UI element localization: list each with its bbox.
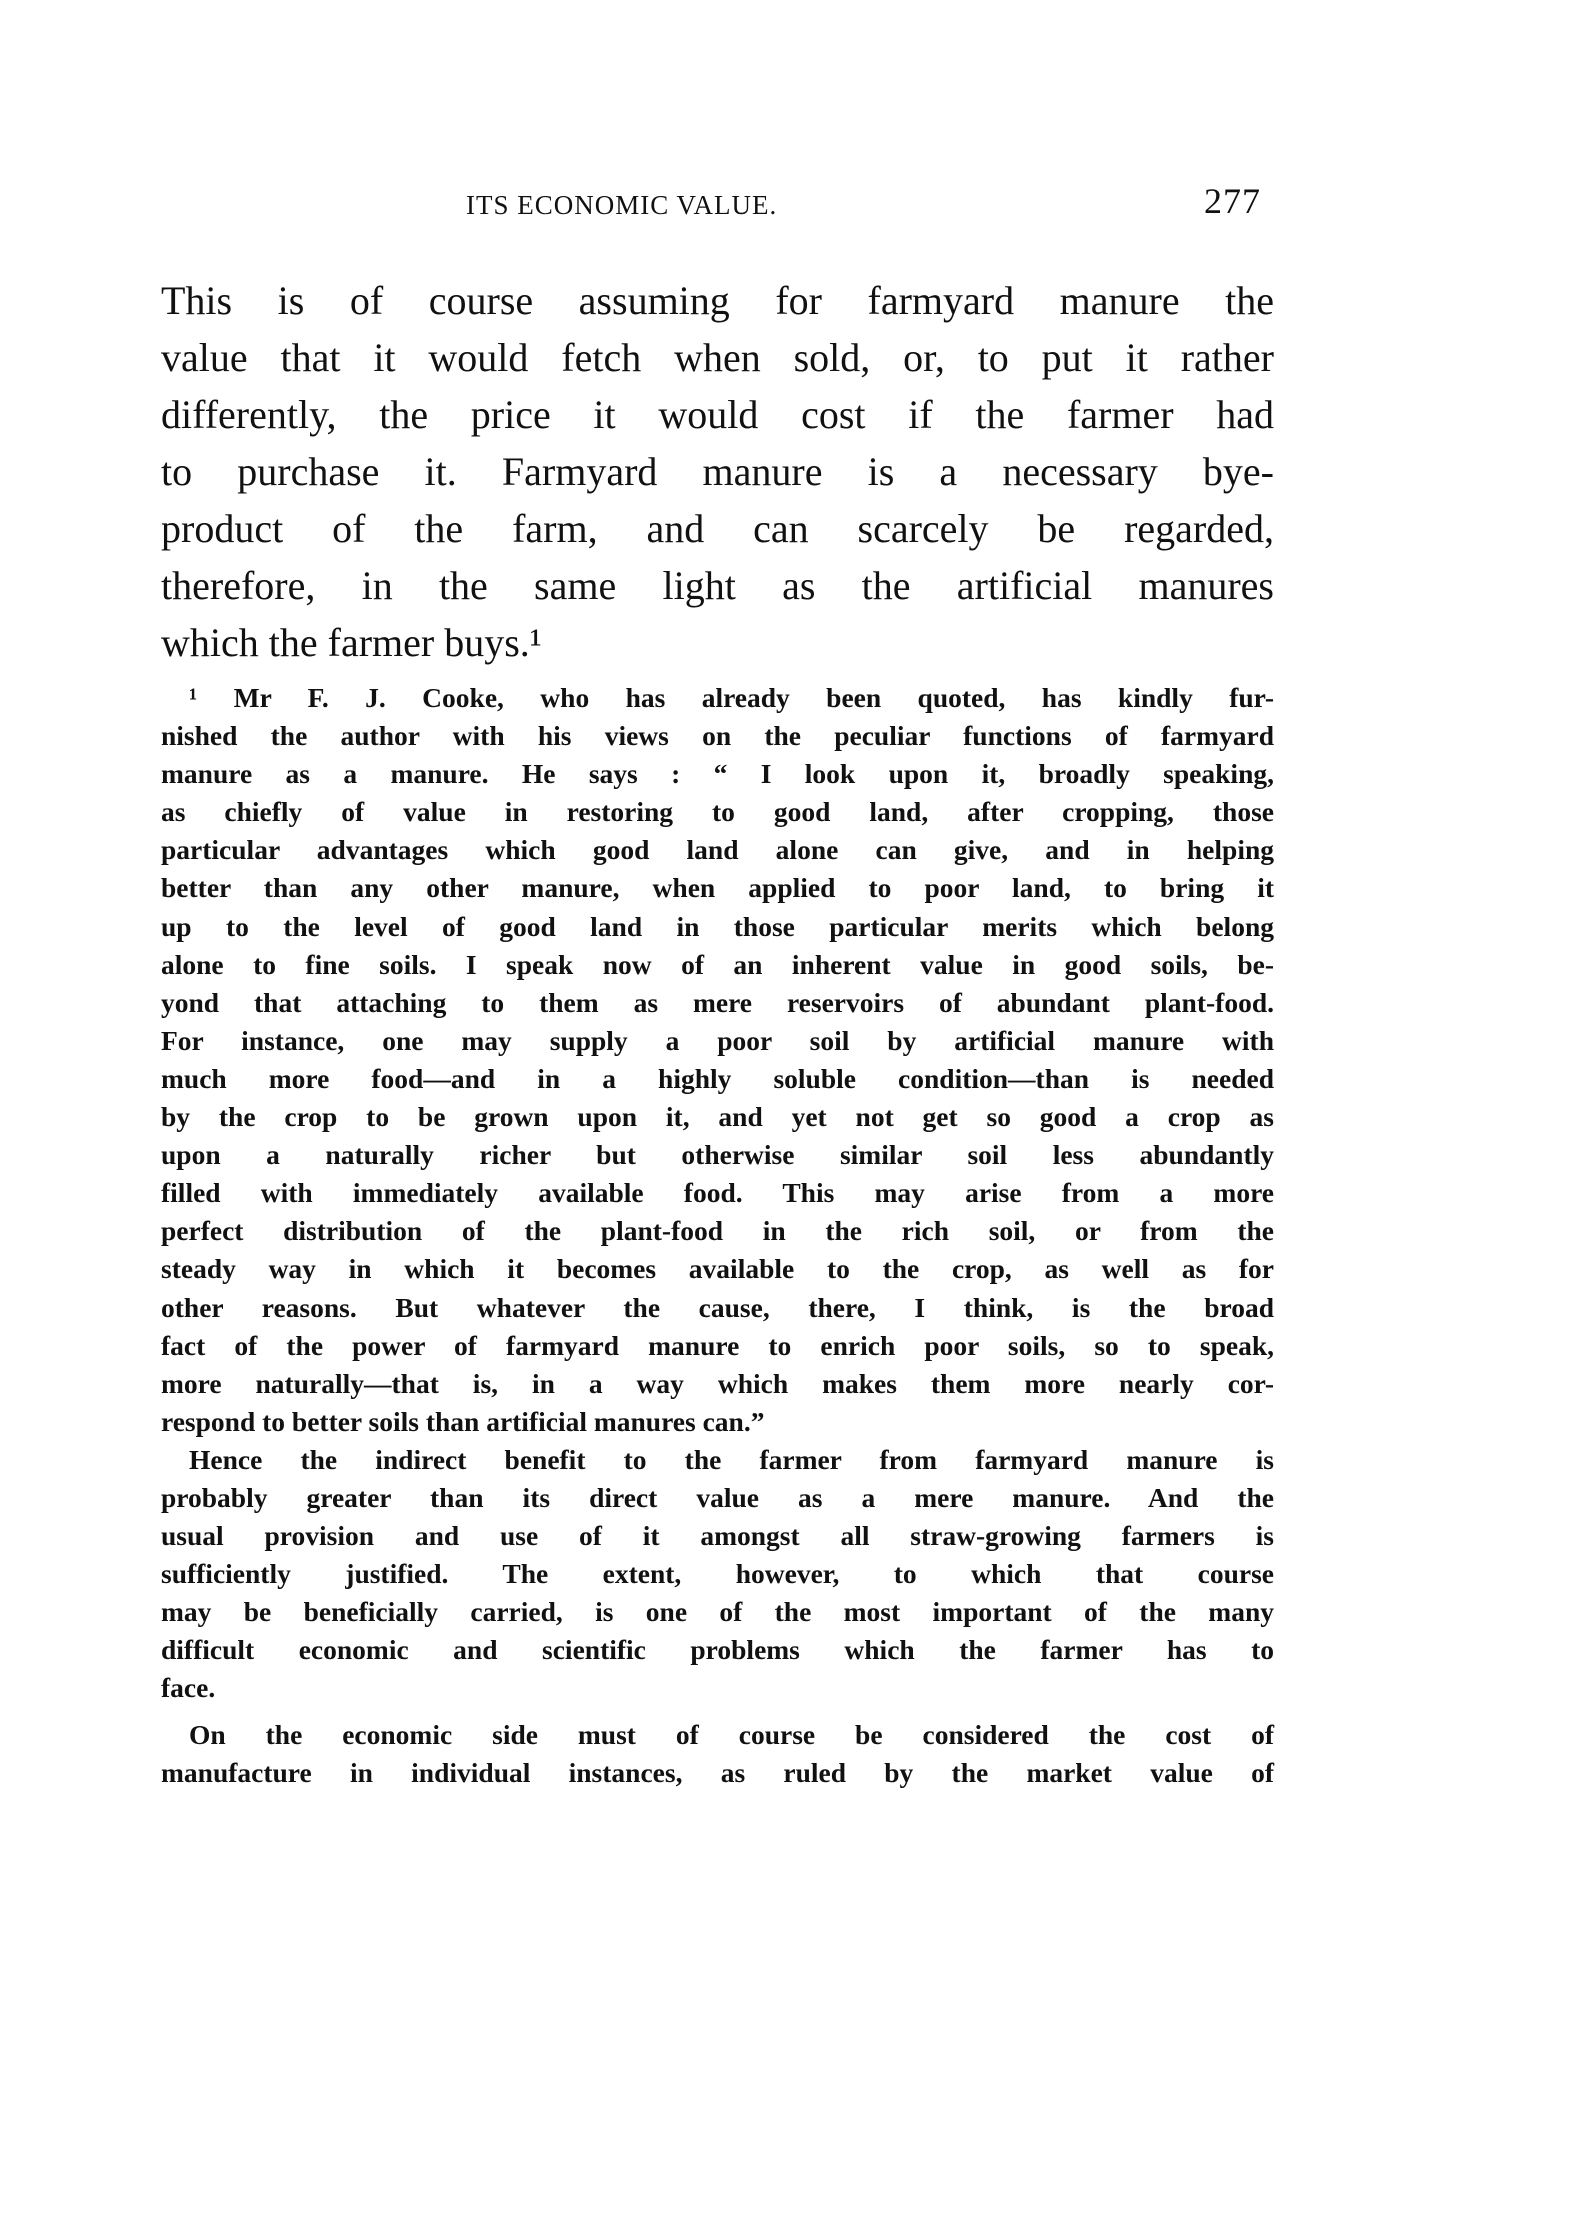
text-line: usual provision and use of it amongst all straw-growing farmers is: [161, 1520, 1274, 1552]
text-line: value that it would fetch when sold, or, to put it rather: [161, 335, 1274, 380]
text-line: fact of the power of farmyard manure to enrich poor soils, so to speak,: [161, 1329, 1274, 1361]
paragraph: [161, 679, 1274, 1441]
text-line: as chiefly of value in restoring to good land, after cropping, those: [161, 796, 1274, 828]
text-line: ¹ Mr F. J. Cooke, who has already been quoted, has kindly fur-: [189, 682, 1274, 713]
text-line: up to the level of good land in those particular merits which belong: [161, 910, 1274, 942]
text-line: nished the author with his views on the peculiar functions of farmyard: [161, 720, 1274, 752]
text-line: steady way in which it becomes available to the crop, as well as for: [161, 1253, 1274, 1285]
text-line: other reasons. But whatever the cause, there, I think, is the broad: [161, 1291, 1274, 1323]
text-line: face.: [161, 1672, 216, 1704]
text-line: This is of course assuming for farmyard manure the: [161, 278, 1274, 323]
text-line: upon a naturally richer but otherwise similar soil less abundantly: [161, 1139, 1274, 1171]
page-number: 277: [1204, 181, 1261, 221]
text-line: For instance, one may supply a poor soil by artificial manure with: [161, 1024, 1274, 1056]
text-line: sufficiently justified. The extent, however, to which that course: [161, 1558, 1274, 1590]
text-line: filled with immediately available food. This may arise from a more: [161, 1177, 1274, 1209]
text-line: Hence the indirect benefit to the farmer from farmyard manure is: [189, 1443, 1274, 1475]
main-text: [161, 272, 1274, 671]
text-line: respond to better soils than artificial manures can.”: [161, 1405, 765, 1437]
text-line: which the farmer buys.¹: [161, 620, 542, 665]
text-line: manufacture in individual instances, as ruled by the market value of: [161, 1756, 1274, 1788]
text-line: therefore, in the same light as the artificial manures: [161, 563, 1274, 608]
paragraph: [161, 1441, 1274, 1708]
text-line: perfect distribution of the plant-food in the rich soil, or from the: [161, 1215, 1274, 1247]
text-line: manure as a manure. He says : “ I look upon it, broadly speaking,: [161, 758, 1274, 790]
text-line: may be beneficially carried, is one of the most important of the many: [161, 1596, 1274, 1628]
paragraph: [161, 1716, 1274, 1792]
paragraph: [161, 272, 1274, 671]
text-line: probably greater than its direct value as a mere manure. And the: [161, 1481, 1274, 1513]
text-line: better than any other manure, when applied to poor land, to bring it: [161, 872, 1274, 904]
text-line: by the crop to be grown upon it, and yet not get so good a crop as: [161, 1101, 1274, 1133]
text-line: yond that attaching to them as mere reservoirs of abundant plant-food.: [161, 986, 1274, 1018]
text-line: alone to fine soils. I speak now of an inherent value in good soils, be-: [161, 948, 1274, 980]
text-line: difficult economic and scientific problems which the farmer has to: [161, 1634, 1274, 1666]
running-head: ITS ECONOMIC VALUE.: [466, 190, 778, 220]
text-line: much more food—and in a highly soluble condition—than is needed: [161, 1062, 1274, 1094]
footnote: [161, 679, 1274, 1792]
text-line: more naturally—that is, in a way which makes them more nearly cor-: [161, 1367, 1274, 1399]
text-line: On the economic side must of course be considered the cost of: [189, 1718, 1274, 1750]
text-line: to purchase it. Farmyard manure is a necessary bye-: [161, 449, 1274, 494]
text-line: differently, the price it would cost if the farmer had: [161, 392, 1274, 437]
text-line: product of the farm, and can scarcely be regarded,: [161, 506, 1274, 551]
text-line: particular advantages which good land alone can give, and in helping: [161, 834, 1274, 866]
